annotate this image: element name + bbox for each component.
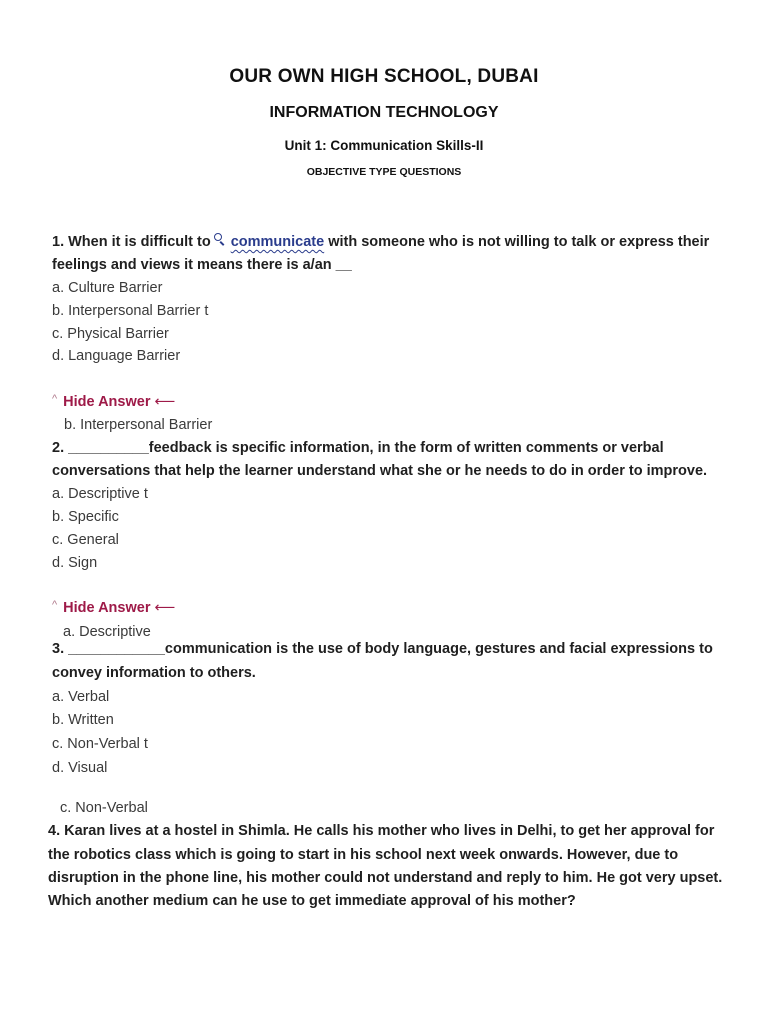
arrow-left-icon: ⟵ [154,600,176,616]
q1-option-c: c. Physical Barrier [52,326,169,342]
question-1-text-end: with someone who is not willing to talk or express their [324,234,710,250]
question-1-line-2: feelings and views it means there is a/an __ [52,257,352,273]
q1-hide-answer-toggle[interactable] [52,394,175,410]
question-3-line-2: convey information to others. [52,665,256,681]
q3-option-c: c. Non-Verbal t [52,736,148,752]
hide-answer-label: Hide Answer [63,394,151,410]
caret-up-icon: ^ [52,599,58,611]
q2-option-c: c. General [52,532,119,548]
q3-option-b: b. Written [52,712,114,728]
q2-option-a: a. Descriptive t [52,486,148,502]
search-icon[interactable] [214,233,225,245]
question-4-line-1: 4. Karan lives at a hostel in Shimla. He calls his mother who lives in Delhi, to get her approval for [48,823,715,839]
question-4-line-3: disruption in the phone line, his mother could not understand and reply to him. He got very upset. [48,870,723,886]
question-2-line-1: 2. __________feedback is specific information, in the form of written comments or verbal [52,440,664,456]
q3-option-a: a. Verbal [52,689,110,705]
unit-title: Unit 1: Communication Skills-II [284,138,484,153]
q1-option-d: d. Language Barrier [52,348,181,364]
q2-option-b: b. Specific [52,509,119,525]
hide-answer-label: Hide Answer [63,600,151,616]
q3-option-d: d. Visual [52,760,108,776]
question-4-line-2: the robotics class which is going to start in his school next week onwards. However, due to [48,847,679,863]
caret-up-icon: ^ [52,393,58,405]
q2-option-d: d. Sign [52,555,98,571]
communicate-link[interactable]: communicate [230,234,325,250]
school-name: OUR OWN HIGH SCHOOL, DUBAI [229,66,539,87]
section-title: OBJECTIVE TYPE QUESTIONS [306,166,462,178]
q1-answer: b. Interpersonal Barrier [64,417,213,433]
question-2-line-2: conversations that help the learner understand what she or he needs to do in order to improve. [52,463,708,479]
question-4-line-4: Which another medium can he use to get immediate approval of his mother? [48,893,576,909]
arrow-left-icon: ⟵ [154,394,176,410]
q1-option-b: b. Interpersonal Barrier t [52,303,209,319]
q2-hide-answer-toggle[interactable] [52,600,175,616]
q1-option-a: a. Culture Barrier [52,280,163,296]
q3-answer: c. Non-Verbal [60,800,148,816]
question-1-line-1 [52,233,709,250]
q2-answer: a. Descriptive [63,624,151,640]
question-3-line-1: 3. ____________communication is the use of body language, gestures and facial expressions to [52,641,713,657]
subject-title: INFORMATION TECHNOLOGY [269,104,499,121]
question-1-text-start: 1. When it is difficult to [52,234,211,250]
